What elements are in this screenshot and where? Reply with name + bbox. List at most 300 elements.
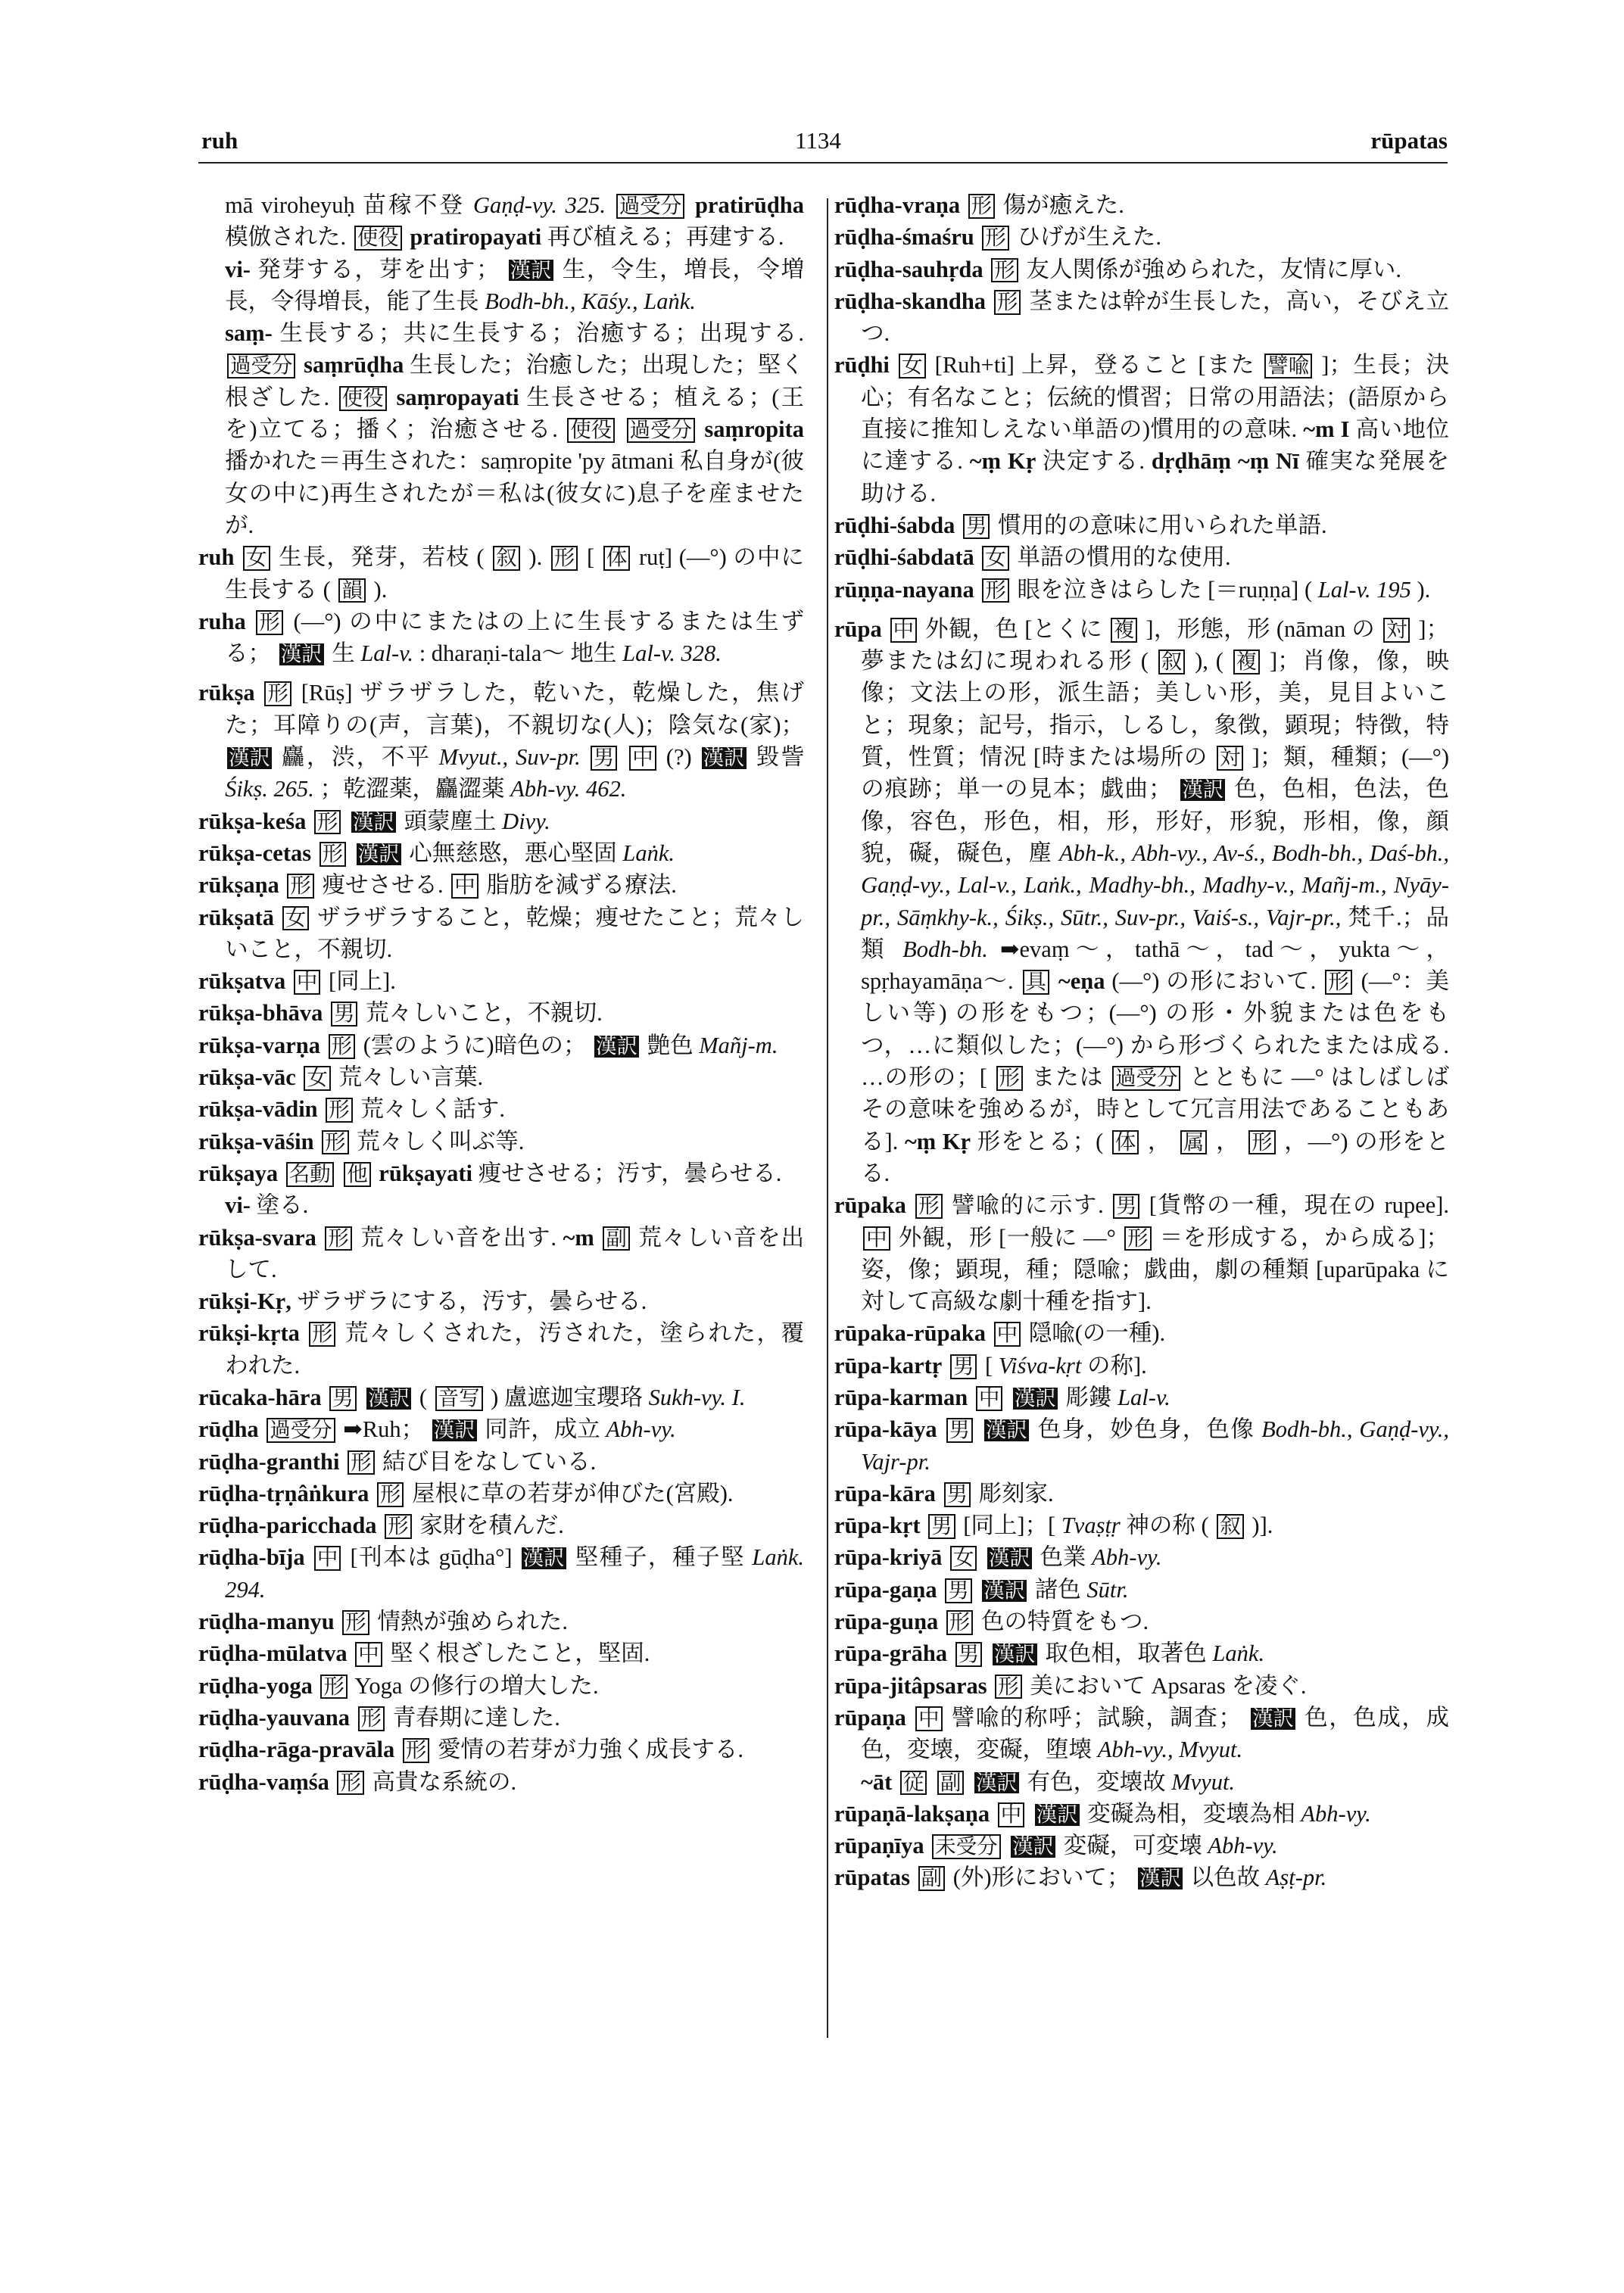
definition-text: 神の称 ( <box>1126 1513 1209 1539</box>
dictionary-entry <box>198 837 804 869</box>
headword: rūpa-kāya <box>834 1416 937 1443</box>
bold-term: ~eṇa <box>1058 968 1105 995</box>
source-reference: Abh-vy. <box>1301 1800 1371 1827</box>
definition-text: 色，色成，成色，変壊，変礙，堕壊 <box>861 1704 1449 1763</box>
definition-text: [同上]. <box>328 968 396 995</box>
definition-text: ]；肖像，像，映像；文法上の形，派生語；美しい形，美，見目よいこと；現象；記号，指示，しるし，象徴，顕現；特徴，特質，性質；情況 [時または場所の <box>861 648 1449 771</box>
dictionary-entry <box>834 1574 1449 1606</box>
definition-text: 模倣された. <box>225 224 347 251</box>
grammar-label-boxed: 中 <box>998 1802 1024 1827</box>
grammar-label-boxed: 中 <box>976 1386 1002 1411</box>
grammar-label-boxed: 形 <box>1124 1226 1151 1251</box>
grammar-label-boxed: 叙 <box>493 546 519 571</box>
grammar-label-boxed: 形 <box>946 1610 973 1635</box>
grammar-label-boxed: 副 <box>937 1771 964 1796</box>
dictionary-entry <box>834 541 1449 573</box>
right-column <box>834 189 1449 1894</box>
definition-text: 高い地位に達する. <box>861 416 1450 475</box>
definition-text: 情熱が強められた. <box>377 1609 568 1635</box>
definition-text: 堅種子，種子堅 <box>575 1544 746 1571</box>
dictionary-entry <box>834 1509 1449 1541</box>
definition-text: ；乾澀薬，麤澀薬 <box>320 776 505 802</box>
definition-text: 愛情の若芽が力強く成長する. <box>437 1737 744 1763</box>
bold-term: saṃropayati <box>396 384 519 410</box>
source-reference: Mañj-m. <box>699 1032 778 1058</box>
definition-text: 譬喩的に示す. <box>952 1192 1104 1219</box>
definition-text: 堅く根ざしたこと，堅固. <box>390 1640 650 1667</box>
grammar-label-boxed: 体 <box>1112 1130 1139 1155</box>
definition-text: ， <box>1216 1128 1240 1154</box>
grammar-label-boxed: 複 <box>1233 650 1260 675</box>
running-head-left: ruh <box>201 127 238 154</box>
source-reference: Abh-vy. 462. <box>510 776 627 802</box>
dictionary-entry <box>834 1798 1449 1830</box>
grammar-label-boxed: 女 <box>950 1546 977 1571</box>
definition-text: 確実な発展を助ける. <box>861 448 1450 506</box>
translation-label-inverted: 漢訳 <box>368 1386 410 1410</box>
source-reference: Abh-vy., Mvyut. <box>1097 1737 1243 1763</box>
dictionary-entry <box>834 574 1449 606</box>
translation-label-inverted: 漢訳 <box>280 643 323 666</box>
definition-text: ). <box>528 544 543 571</box>
dictionary-entry <box>198 1126 804 1157</box>
dictionary-entry <box>198 1670 804 1702</box>
page-number: 1134 <box>795 127 841 154</box>
headword: rūḍha-granthi <box>198 1448 340 1475</box>
definition-text: 単語の慣用的な使用. <box>1017 544 1231 571</box>
source-reference: Aṣṭ-pr. <box>1265 1865 1327 1891</box>
headword: rūcaka-hāra <box>198 1384 322 1410</box>
definition-text: 荒々しい言葉. <box>338 1064 484 1091</box>
grammar-label-boxed: 形 <box>314 810 341 835</box>
headword: rūḍhi-śabdatā <box>834 544 974 571</box>
source-reference: Tvaṣṭṛ <box>1061 1513 1121 1539</box>
definition-text: 彫刻家. <box>978 1480 1054 1506</box>
definition-text: ，—°) の形をとる. <box>861 1128 1450 1186</box>
definition-text: ), ( <box>1195 648 1223 675</box>
dictionary-entry <box>198 1317 804 1382</box>
grammar-label-boxed: 属 <box>1180 1130 1207 1155</box>
grammar-label-boxed: 男 <box>955 1642 982 1667</box>
dictionary-entry <box>198 1541 804 1606</box>
headword: rūpa <box>834 615 882 642</box>
translation-label-inverted: 漢訳 <box>510 258 552 282</box>
dictionary-entry <box>198 189 804 254</box>
definition-text: ➡Ruh； <box>343 1416 425 1443</box>
grammar-label-boxed: 対 <box>1383 618 1410 643</box>
source-reference: Lal-v. 328. <box>622 640 722 667</box>
headword: rūkṣa-vādin <box>198 1096 318 1123</box>
dictionary-entry <box>198 1413 804 1445</box>
definition-text: 毀訾 <box>756 744 805 771</box>
bold-term: ~ṃ Kṛ <box>969 448 1036 475</box>
grammar-label-boxed: 形 <box>329 1034 355 1059</box>
dictionary-entry <box>198 1189 804 1221</box>
definition-text: 痩せさせる. <box>322 872 444 899</box>
column-divider <box>827 198 828 2038</box>
definition-text: 生長する；共に生長する；治癒する；出現する. <box>279 320 805 347</box>
definition-text: 色の特質をもつ. <box>980 1609 1149 1635</box>
definition-text: 以色故 <box>1190 1865 1261 1891</box>
definition-text: 茎または幹が生長した，高い，そびえ立つ. <box>861 288 1450 347</box>
headword: rūḍha-bīja <box>198 1544 305 1571</box>
grammar-label-boxed: 形 <box>968 194 995 219</box>
grammar-label-boxed: 男 <box>928 1514 955 1539</box>
bold-term: ~ṃ Kṛ <box>904 1128 971 1154</box>
grammar-label-boxed: 女 <box>304 1066 330 1091</box>
definition-text: 心無慈愍，悪心堅固 <box>409 840 617 866</box>
definition-text: の称]. <box>1086 1352 1147 1379</box>
headword: rūḍha-yoga <box>198 1672 313 1699</box>
definition-text: または <box>1031 1064 1104 1091</box>
headword: rūḍha-vaṃśa <box>198 1768 329 1795</box>
grammar-label-boxed: 副 <box>603 1226 629 1251</box>
headword: rūpa-kartṛ <box>834 1352 943 1379</box>
definition-text: 諸色 <box>1034 1576 1081 1603</box>
definition-text: 変礙，可変壊 <box>1063 1833 1202 1859</box>
dictionary-entry <box>834 189 1449 221</box>
dictionary-entry <box>834 1702 1449 1766</box>
grammar-label-boxed: 形 <box>320 842 346 867</box>
definition-text: [Ruh+ti] 上昇，登ること [また <box>934 352 1256 379</box>
translation-label-inverted: 漢訳 <box>989 1547 1030 1570</box>
headword: rūpaṇa <box>834 1704 906 1731</box>
translation-label-inverted: 漢訳 <box>353 810 394 833</box>
grammar-label-boxed: 形 <box>264 681 291 706</box>
definition-text: 眼を泣きはらした [＝ruṇṇa] ( <box>1017 576 1313 603</box>
grammar-label-boxed: 従 <box>900 1771 927 1796</box>
definition-text: ＝を形成する，から成る]；姿，像；顕現，種；隠喩；戯曲，劇の種類 [uparūpaka に対して高級な劇十種を指す]. <box>861 1224 1450 1315</box>
grammar-label-boxed: 形 <box>991 258 1018 283</box>
definition-text: ]，形態，形 (nāman の <box>1146 615 1376 642</box>
definition-text: 同許，成立 <box>485 1416 600 1443</box>
source-reference: Sukh-vy. I. <box>648 1384 746 1410</box>
dictionary-entry <box>198 1093 804 1125</box>
grammar-label-boxed: 他 <box>344 1162 370 1187</box>
grammar-label-boxed: 形 <box>1248 1130 1275 1155</box>
grammar-label-boxed: 未受分 <box>932 1834 1000 1859</box>
bold-term: saṃropita <box>704 416 805 443</box>
definition-text: ( <box>419 1384 428 1410</box>
headword: rūkṣa-vāc <box>198 1064 296 1091</box>
grammar-label-boxed: 女 <box>899 354 925 379</box>
grammar-label-boxed: 対 <box>1217 746 1243 771</box>
grammar-label-boxed: 過受分 <box>616 194 684 219</box>
bold-term: rūkṣayati <box>379 1160 472 1186</box>
grammar-label-boxed: 中 <box>355 1642 382 1667</box>
headword: ruha <box>198 608 246 634</box>
grammar-label-boxed: 中 <box>629 746 656 771</box>
grammar-label-boxed: 使役 <box>339 386 387 411</box>
headword: saṃ- <box>225 320 273 347</box>
definition-text: ひげが生えた. <box>1017 224 1162 251</box>
definition-text: ) 盧遮迦宝瓔珞 <box>491 1384 643 1410</box>
grammar-label-boxed: 形 <box>403 1738 429 1763</box>
definition-text: 塗る. <box>256 1192 309 1219</box>
grammar-label-boxed: 形 <box>342 1610 369 1635</box>
grammar-label-boxed: 中 <box>863 1226 890 1251</box>
source-reference: Lal-v. <box>360 640 414 667</box>
source-reference: Śikṣ. 265. <box>225 776 314 802</box>
definition-text: 荒々しく話す. <box>360 1096 505 1123</box>
dictionary-entry <box>834 1413 1449 1478</box>
definition-text: )]. <box>1252 1513 1273 1539</box>
definition-text: 生長させる；植える；(王を)立てる；播く；治癒させる. <box>225 384 805 443</box>
source-reference: Laṅk. <box>1212 1640 1265 1667</box>
translation-label-inverted: 漢訳 <box>985 1419 1027 1442</box>
headword: rūḍha-rāga-pravāla <box>198 1737 395 1763</box>
grammar-label-boxed: 形 <box>320 1675 347 1699</box>
headword: rūkṣa-bhāva <box>198 1000 323 1027</box>
headword: rūkṣatva <box>198 968 286 995</box>
definition-text: 色業 <box>1040 1544 1086 1571</box>
headword: rūkṣa-svara <box>198 1224 316 1251</box>
definition-text: (—°) の中にまたはの上に生長するまたは生ずる； <box>225 608 805 667</box>
header-rule <box>198 162 1448 164</box>
grammar-label-boxed: 使役 <box>354 226 402 251</box>
headword: rūpaṇīya <box>834 1833 924 1859</box>
definition-text: 荒々しく叫ぶ等. <box>357 1128 525 1154</box>
definition-text: 生 <box>332 640 355 667</box>
grammar-label-boxed: 中 <box>314 1546 341 1571</box>
definition-text: ]；夢または幻に現われる形 ( <box>861 615 1450 675</box>
definition-text: 生長，発芽，若枝 ( <box>279 544 485 571</box>
dictionary-entry <box>834 1350 1449 1382</box>
definition-text: 播かれた＝再生された：saṃropite 'py ātmani 私自身が(彼女の中に)再生されたが＝私は(彼女に)息子を産ませたが. <box>225 448 804 538</box>
grammar-label-boxed: 形 <box>994 290 1021 315</box>
source-reference: Mvyut. <box>1171 1768 1236 1795</box>
definition-text: ). <box>373 576 388 603</box>
source-reference: Laṅk. 294. <box>225 1544 804 1603</box>
definition-text: 色身，妙色身，色像 <box>1037 1416 1255 1443</box>
headword: rūpa-guṇa <box>834 1609 939 1635</box>
grammar-label-boxed: 名動 <box>286 1162 334 1187</box>
dictionary-entry <box>198 254 804 318</box>
dictionary-entry <box>834 1382 1449 1413</box>
headword: rūkṣaya <box>198 1160 279 1186</box>
definition-text: 傷が癒えた. <box>1002 192 1124 218</box>
definition-text: (—°) の形において. <box>1111 968 1317 995</box>
grammar-label-boxed: 中 <box>451 874 478 899</box>
headword: rūkṣa-keśa <box>198 808 307 834</box>
headword: rūṇṇa-nayana <box>834 576 974 603</box>
definition-text: ➡evaṃ〜，tathā〜，tad〜，yukta〜，spṛhayamāṇa〜. <box>861 936 1450 995</box>
dictionary-entry <box>834 1670 1449 1702</box>
headword: rūkṣa-cetas <box>198 840 312 866</box>
dictionary-entry <box>198 317 804 541</box>
translation-label-inverted: 漢訳 <box>703 746 745 770</box>
definition-text: 家財を積んだ. <box>419 1513 564 1539</box>
headword: rūpa-kṛt <box>834 1513 921 1539</box>
translation-label-inverted: 漢訳 <box>1139 1867 1182 1890</box>
dictionary-entry <box>198 1478 804 1509</box>
dictionary-entry <box>834 1637 1449 1669</box>
definition-text: 艶色 <box>647 1032 694 1058</box>
headword: rūpa-jitâpsaras <box>834 1672 987 1699</box>
grammar-label-boxed: 譬喩 <box>1264 354 1312 379</box>
definition-text: 痩せさせる；汚す，曇らせる. <box>478 1160 782 1186</box>
headword: rūḍha-manyu <box>198 1609 335 1635</box>
headword: rūkṣatā <box>198 904 274 930</box>
source-reference: Lal-v. 195 <box>1317 576 1411 603</box>
grammar-label-boxed: 形 <box>348 1450 374 1475</box>
grammar-label-boxed: 形 <box>982 226 1008 251</box>
definition-text: [刊本は gūḍha°] <box>350 1544 513 1571</box>
definition-text: ， <box>1147 1128 1172 1154</box>
grammar-label-boxed: 使役 <box>567 418 615 443</box>
definition-text: (?) <box>665 744 692 771</box>
grammar-label-boxed: 形 <box>325 1226 351 1251</box>
definition-text: 屋根に草の若芽が伸びた(宮殿). <box>412 1480 734 1506</box>
definition-text: 変礙為相，変壊為相 <box>1087 1800 1295 1827</box>
dictionary-entry <box>198 1766 804 1798</box>
definition-text: ). <box>1417 576 1431 603</box>
grammar-label-boxed: 形 <box>256 610 282 635</box>
source-reference: Laṅk. <box>622 840 675 866</box>
dictionary-entry <box>834 349 1449 509</box>
grammar-label-boxed: 中 <box>294 970 320 995</box>
bold-term: pratirūḍha <box>694 192 804 218</box>
headword: rūḍha <box>198 1416 259 1443</box>
headword: rūḍha-mūlatva <box>198 1640 348 1667</box>
definition-text: 荒々しいこと，不親切. <box>366 1000 603 1027</box>
grammar-label-boxed: 形 <box>326 1098 352 1123</box>
dictionary-entry <box>198 1702 804 1734</box>
definition-text: ]；生長；決心；有名なこと；伝統的慣習；日常の用語法；(語原から直接に推知しえない単語の)慣用的の意味. <box>861 352 1450 443</box>
grammar-label-boxed: 男 <box>944 1482 971 1507</box>
translation-label-inverted: 漢訳 <box>433 1419 475 1442</box>
grammar-label-boxed: 副 <box>918 1866 945 1891</box>
dictionary-entry <box>198 1285 804 1317</box>
grammar-label-boxed: 過受分 <box>267 1418 335 1443</box>
definition-text: 発芽する，芽を出す； <box>257 256 500 282</box>
definition-text: 美において Apsaras を凌ぐ. <box>1030 1672 1307 1699</box>
dictionary-entry <box>198 1157 804 1189</box>
bold-term: ~m I <box>1303 416 1350 443</box>
source-reference: Abh-vy. <box>1092 1544 1162 1571</box>
translation-label-inverted: 漢訳 <box>1252 1706 1294 1730</box>
headword: rūḍha-vraṇa <box>834 192 961 218</box>
bold-term: saṃrūḍha <box>304 352 404 379</box>
headword: rūḍhi-śabda <box>834 512 955 538</box>
grammar-label-boxed: 韻 <box>338 578 365 603</box>
grammar-label-boxed: 形 <box>982 578 1008 603</box>
definition-text: 譬喩的称呼；試験，調査； <box>951 1704 1242 1731</box>
grammar-label-boxed: 形 <box>287 874 313 899</box>
dictionary-entry <box>198 1222 804 1286</box>
translation-label-inverted: 漢訳 <box>1012 1835 1055 1858</box>
grammar-label-boxed: 男 <box>945 1578 971 1603</box>
translation-label-inverted: 漢訳 <box>976 1771 1018 1794</box>
dictionary-entry <box>198 1637 804 1669</box>
definition-text: 隠喩(の一種). <box>1028 1320 1166 1347</box>
dictionary-entry <box>834 1317 1449 1349</box>
headword: rūkṣi-Kṛ, <box>198 1288 291 1315</box>
grammar-label-boxed: 過受分 <box>1112 1066 1180 1091</box>
grammar-label-boxed: 形 <box>995 1675 1021 1699</box>
grammar-label-boxed: 体 <box>603 546 630 571</box>
source-reference: Abh-vy. <box>606 1416 676 1443</box>
grammar-label-boxed: 複 <box>1111 618 1137 643</box>
dictionary-entry <box>834 613 1449 1189</box>
headword: rūḍha-skandha <box>834 288 987 314</box>
grammar-label-boxed: 女 <box>982 546 1008 571</box>
dictionary-entry <box>834 1862 1449 1893</box>
headword: rūpaka-rūpaka <box>834 1320 987 1347</box>
grammar-label-boxed: 男 <box>946 1418 973 1443</box>
source-reference: Abh-k., Abh-vy., Av-ś., Bodh-bh., Daś-bh., Gaṇḍ-vy., Lal-v., Laṅk., Madhy-bh., Madhy-v., Mañj-m., Nyāy-pr., Sāṃkhy-k., Śikṣ., Sūtr., Suv-pr., Vaiś-s., Vajr-pr., <box>861 840 1449 930</box>
grammar-label-boxed: 過受分 <box>627 418 695 443</box>
headword: rūpaka <box>834 1192 906 1219</box>
translation-label-inverted: 漢訳 <box>1014 1386 1056 1410</box>
definition-text: 彫鏤 <box>1065 1384 1112 1410</box>
left-column <box>198 189 804 1798</box>
source-reference: Viśva-kṛt <box>998 1352 1082 1379</box>
definition-text: 脂肪を減ずる療法. <box>486 872 677 899</box>
grammar-label-boxed: 叙 <box>1158 650 1185 675</box>
dictionary-entry <box>198 805 804 837</box>
dictionary-entry <box>198 1734 804 1765</box>
definition-text: 荒々しくされた，汚された，塗られた，覆われた. <box>225 1320 805 1379</box>
source-reference: Divy. <box>502 808 550 834</box>
source-reference: Mvyut., Suv-pr. <box>438 744 581 771</box>
grammar-label-boxed: 形 <box>358 1706 385 1731</box>
definition-text: [ <box>587 544 595 571</box>
dictionary-entry <box>198 997 804 1029</box>
source-reference: Bodh-bh. <box>902 936 988 962</box>
headword: ~āt <box>861 1768 893 1795</box>
bold-term: dṛḍhāṃ ~ṃ Nī <box>1151 448 1299 475</box>
dictionary-entry <box>198 1446 804 1478</box>
grammar-label-boxed: 形 <box>385 1514 411 1539</box>
grammar-label-boxed: 形 <box>309 1322 335 1347</box>
definition-text: 取色相，取著色 <box>1045 1640 1207 1667</box>
grammar-label-boxed: 形 <box>551 546 578 571</box>
headword: rūpa-grāha <box>834 1640 948 1667</box>
dictionary-entry <box>198 606 804 670</box>
grammar-label-boxed: 女 <box>243 546 270 571</box>
definition-text: [同上]；[ <box>963 1513 1056 1539</box>
dictionary-entry <box>834 285 1449 350</box>
grammar-label-boxed: 過受分 <box>227 354 295 379</box>
dictionary-entry <box>834 254 1449 285</box>
definition-text: 青春期に達した. <box>392 1704 560 1731</box>
definition-text: : dharaṇi-tala〜 地生 <box>419 640 617 667</box>
definition-text: (外)形において； <box>952 1865 1130 1891</box>
definition-text: 外観，形 [一般に —° <box>898 1224 1116 1251</box>
definition-text: 外観，色 [とくに <box>925 615 1103 642</box>
grammar-label-boxed: 男 <box>950 1354 977 1379</box>
headword: ruh <box>198 544 235 571</box>
definition-text: 梵千.；品類 <box>861 904 1450 962</box>
definition-text: [ <box>985 1352 993 1379</box>
headword: rūkṣaṇa <box>198 872 279 899</box>
grammar-label-boxed: 叙 <box>1217 1514 1243 1539</box>
source-reference: Gaṇḍ-vy. 325. <box>472 192 606 218</box>
grammar-label-boxed: 形 <box>996 1066 1023 1091</box>
definition-text: 有色，変壊故 <box>1027 1768 1166 1795</box>
grammar-label-boxed: 形 <box>322 1130 348 1155</box>
dictionary-entry <box>198 1030 804 1061</box>
grammar-label-boxed: 男 <box>591 746 617 771</box>
definition-text: 麤，渋，不平 <box>282 744 432 771</box>
translation-label-inverted: 漢訳 <box>596 1034 638 1058</box>
definition-text: 慣用的の意味に用いられた単語. <box>998 512 1327 538</box>
dictionary-entry <box>834 1189 1449 1317</box>
definition-text: 荒々しい音を出す. <box>360 1224 557 1251</box>
definition-text: [Rūṣ] ザラザラした，乾いた，乾燥した，焦げた；耳障りの(声，言葉)，不親切な(人)；陰気な(家)； <box>225 680 805 738</box>
headword: rūkṣa <box>198 680 255 706</box>
